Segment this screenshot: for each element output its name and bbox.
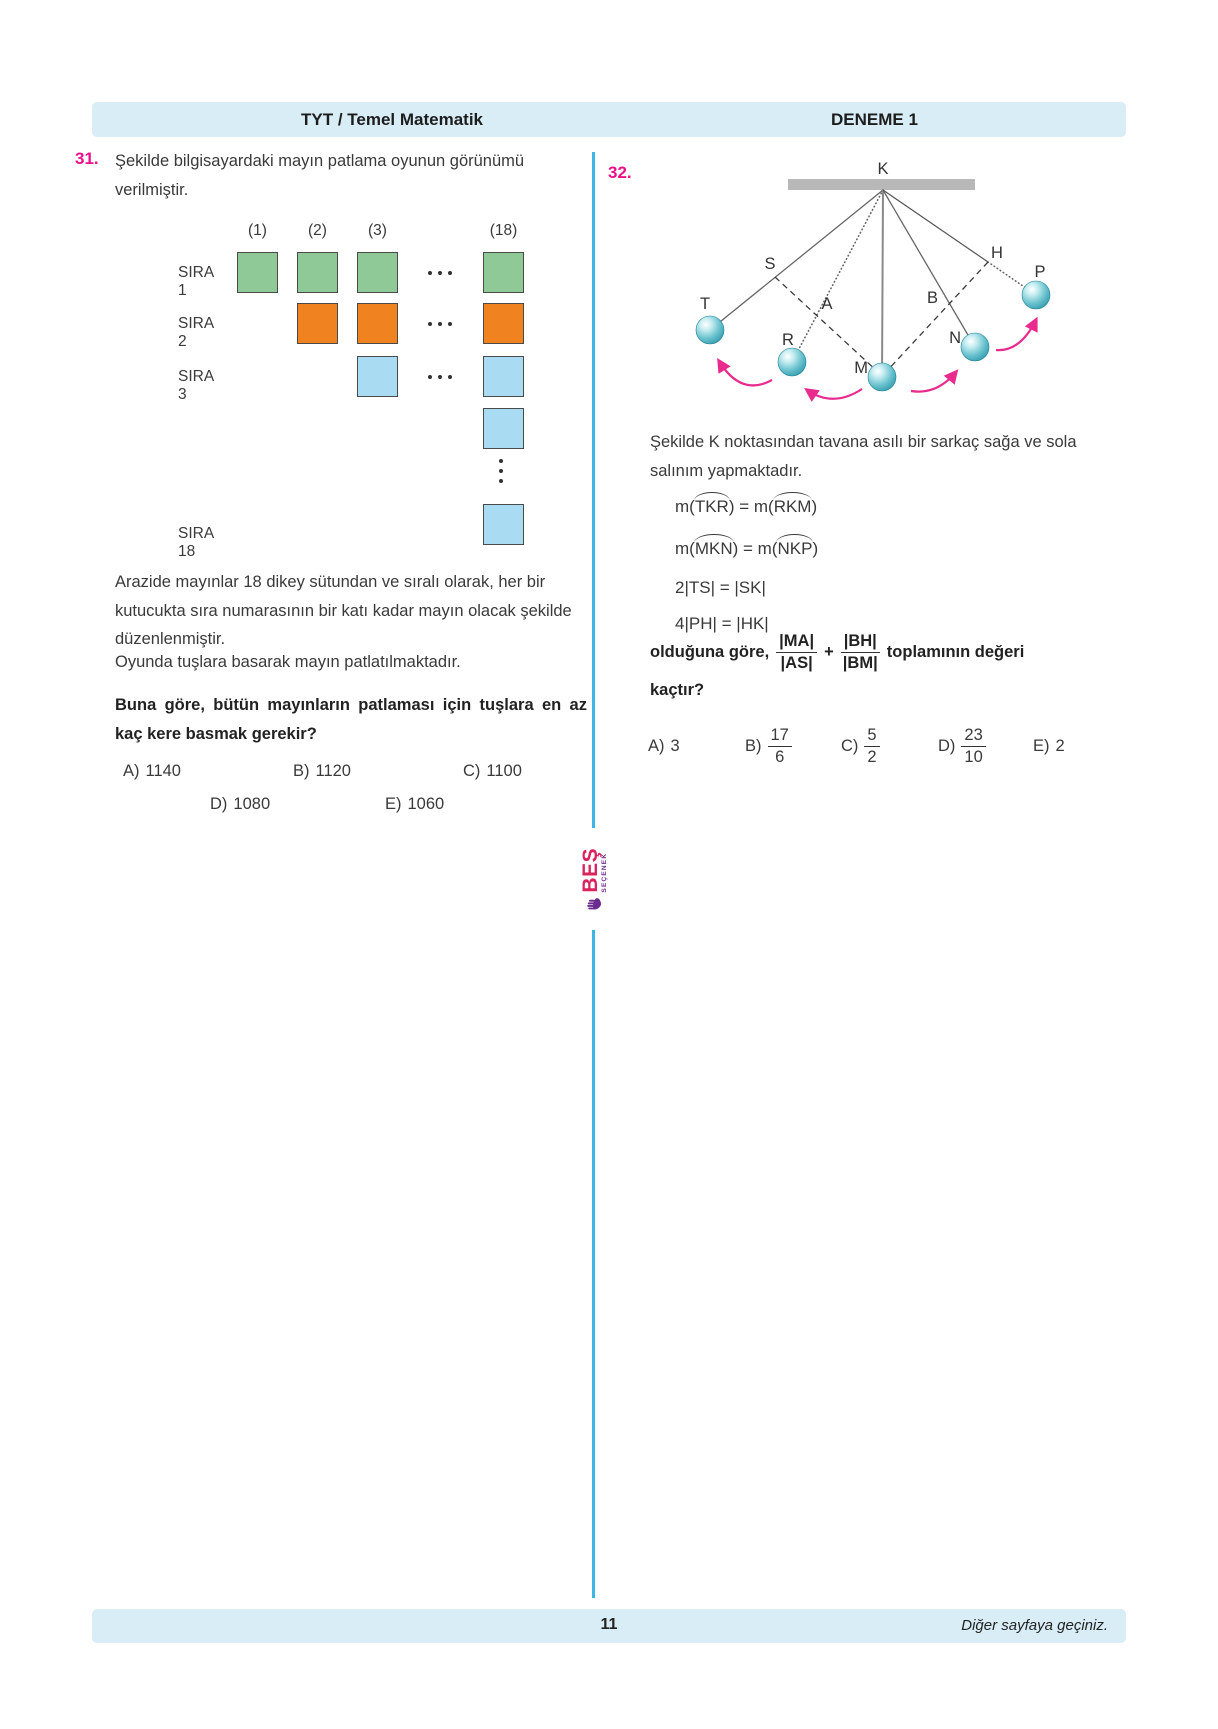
ellipsis-vertical-icon bbox=[499, 459, 503, 483]
equation-3: 2|TS| = |SK| bbox=[675, 578, 766, 597]
ball-P bbox=[1022, 281, 1050, 309]
fraction-option: $\frac{17}{6}$ bbox=[768, 726, 792, 767]
equation-2: m(MKN) = m(NKP) bbox=[675, 534, 818, 559]
fraction-MA-AS: $\frac{|MA|}{|AS|}$ bbox=[776, 632, 817, 673]
label-K: K bbox=[877, 160, 889, 178]
option-label: A) bbox=[123, 762, 140, 780]
option-label: E) bbox=[385, 795, 402, 813]
question-32-intro: Şekilde K noktasından tavana asılı bir sarkaç sağa ve sola salınım yapmaktadır. bbox=[650, 433, 1077, 480]
header-right-title: DENEME 1 bbox=[831, 110, 918, 129]
mine-cell bbox=[357, 356, 398, 397]
ellipsis-horizontal-icon bbox=[428, 271, 452, 275]
ellipsis-horizontal-icon bbox=[428, 375, 452, 379]
string-KR bbox=[792, 190, 883, 362]
publisher-logo bbox=[550, 835, 638, 923]
mine-cell bbox=[483, 303, 524, 344]
equation-1: m(TKR) = m(RKM) bbox=[675, 492, 817, 517]
ball-T bbox=[696, 316, 724, 344]
q32-option-e: E) 2 bbox=[1033, 736, 1065, 755]
fraction-option: $\frac{5}{2}$ bbox=[864, 726, 879, 767]
ellipsis-horizontal-icon bbox=[428, 322, 452, 326]
footer-note: Diğer sayfaya geçiniz. bbox=[961, 1617, 1108, 1634]
swing-arrow-right-outer bbox=[996, 320, 1036, 350]
label-A: A bbox=[821, 295, 833, 313]
option-label: B) bbox=[293, 762, 310, 780]
question-31-question: Buna göre, bütün mayınların patlaması için tuşlara en az kaç kere basmak gerekir? bbox=[115, 696, 587, 743]
fraction-BH-BM: $\frac{|BH|}{|BM|}$ bbox=[841, 632, 880, 673]
q31-option-c bbox=[463, 762, 522, 781]
option-value: 1060 bbox=[407, 795, 445, 813]
ball-R bbox=[778, 348, 806, 376]
logo-name: BEŞ bbox=[578, 847, 602, 893]
arc-angle: RKM bbox=[774, 492, 812, 517]
footer-band bbox=[92, 1609, 1126, 1643]
logo-subtitle: SEÇENEK bbox=[600, 852, 608, 893]
string-KT bbox=[710, 190, 883, 330]
question-32-question: olduğuna göre, $\frac{|MA|}{|AS|}$ + $\frac{|BH|}{|BM|}$ toplamının değeri bbox=[650, 632, 1025, 672]
question-31-number: 31. bbox=[75, 149, 99, 168]
option-label: C) bbox=[463, 762, 481, 780]
mine-cell bbox=[357, 252, 398, 293]
page-number: 11 bbox=[600, 1616, 618, 1633]
label-P: P bbox=[1034, 263, 1046, 281]
q31-option-e bbox=[385, 795, 444, 814]
label-M: M bbox=[854, 359, 868, 377]
arc-angle: NKP bbox=[777, 534, 812, 559]
q31-option-a bbox=[123, 762, 181, 781]
mine-cell bbox=[483, 408, 524, 449]
ball-M bbox=[868, 363, 896, 391]
swing-arrow-left-inner bbox=[807, 389, 862, 399]
mine-cell bbox=[483, 252, 524, 293]
label-B: B bbox=[926, 289, 938, 307]
string-KN bbox=[883, 190, 975, 347]
grid-column-header: (18) bbox=[489, 222, 518, 239]
question-31-paragraph-2: Oyunda tuşlara basarak mayın patlatılmaktadır. bbox=[115, 653, 461, 671]
q32-option-d: D) $\frac{23}{10}$ bbox=[938, 722, 986, 770]
grid-row-label: SIRA 2 bbox=[178, 314, 214, 350]
mine-cell bbox=[297, 303, 338, 344]
column-divider-bottom bbox=[592, 930, 595, 1598]
option-value: 1140 bbox=[145, 762, 181, 780]
ceiling-bar bbox=[788, 179, 975, 190]
mine-cell bbox=[483, 356, 524, 397]
pendulum-diagram bbox=[595, 145, 1218, 425]
q31-option-b bbox=[293, 762, 351, 781]
question-32-number: 32. bbox=[608, 163, 632, 182]
q32-option-a: A) 3 bbox=[648, 736, 680, 755]
ball-N bbox=[961, 333, 989, 361]
q32-option-c: C) $\frac{5}{2}$ bbox=[841, 722, 880, 770]
grid-row-label: SIRA 18 bbox=[178, 525, 214, 560]
label-N: N bbox=[949, 329, 961, 347]
q32-option-b: B) $\frac{17}{6}$ bbox=[745, 722, 792, 770]
grid-column-header: (3) bbox=[368, 222, 387, 239]
grid-column-header: (2) bbox=[308, 222, 327, 239]
swing-arrow-right-inner bbox=[911, 372, 956, 392]
swing-arrow-left-outer bbox=[719, 361, 772, 385]
hand-five-icon bbox=[587, 895, 602, 910]
label-S: S bbox=[764, 255, 776, 273]
option-value: 1100 bbox=[486, 762, 522, 780]
label-H: H bbox=[991, 244, 1003, 262]
arc-angle: MKN bbox=[695, 534, 733, 559]
equation-4: 4|PH| = |HK| bbox=[675, 614, 769, 633]
mine-cell bbox=[297, 252, 338, 293]
question-31-intro: Şekilde bilgisayardaki mayın patlama oyunun görünümü verilmiştir. bbox=[115, 152, 525, 199]
header-band bbox=[92, 102, 1126, 137]
string-KH bbox=[883, 190, 988, 262]
label-R: R bbox=[782, 331, 794, 349]
mine-cell bbox=[357, 303, 398, 344]
mine-cell bbox=[483, 504, 524, 545]
grid-column-header: (1) bbox=[248, 222, 267, 239]
grid-row-label: SIRA 3 bbox=[178, 367, 214, 403]
header-left-title: TYT / Temel Matematik bbox=[300, 110, 483, 129]
option-label: D) bbox=[210, 795, 228, 813]
mine-cell bbox=[237, 252, 278, 293]
label-T: T bbox=[699, 295, 711, 313]
string-KM bbox=[882, 190, 883, 377]
question-31-paragraph-1: Arazide mayınlar 18 dikey sütundan ve sıralı olarak, her bir kutucukta sıra numarasının bir katı kadar mayın olacak şekilde düzenlenmiştir. bbox=[115, 573, 572, 648]
arc-angle: TKR bbox=[695, 492, 729, 517]
option-value: 1120 bbox=[315, 762, 351, 780]
q31-option-d bbox=[210, 795, 270, 814]
grid-row-label: SIRA 1 bbox=[178, 263, 214, 299]
question-32-question-line2: kaçtır? bbox=[650, 681, 705, 699]
option-value: 1080 bbox=[233, 795, 271, 813]
fraction-option: $\frac{23}{10}$ bbox=[961, 726, 985, 767]
